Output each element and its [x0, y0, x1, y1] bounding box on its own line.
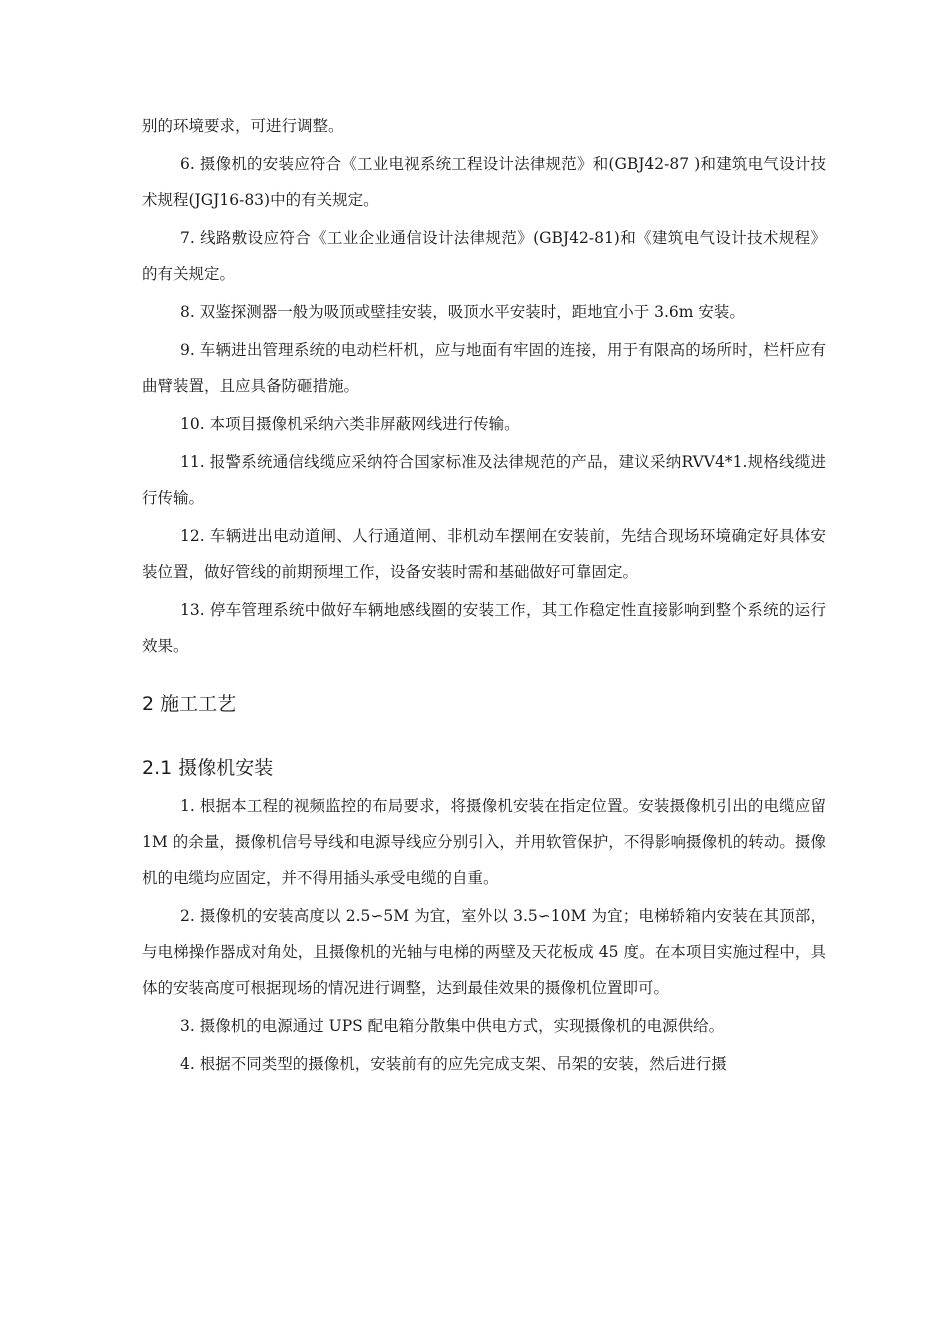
paragraph-item-12: 12. 车辆进出电动道闸、人行通道闸、非机动车摆闸在安装前，先结合现场环境确定好具体安装位置，做好管线的前期预埋工作，设备安装时需和基础做好可靠固定。 — [142, 527, 826, 581]
paragraph-step-3: 3. 摄像机的电源通过 UPS 配电箱分散集中供电方式，实现摄像机的电源供给。 — [180, 1017, 725, 1035]
paragraph-item-13: 13. 停车管理系统中做好车辆地感线圈的安装工作，其工作稳定性直接影响到整个系统的运行效果。 — [142, 601, 826, 655]
paragraph-item-9: 9. 车辆进出管理系统的电动栏杆机，应与地面有牢固的连接，用于有限高的场所时，栏杆应有曲臂装置，且应具备防砸措施。 — [142, 341, 826, 395]
document-body — [142, 108, 826, 1082]
paragraph-step-1: 1. 根据本工程的视频监控的布局要求，将摄像机安装在指定位置。安装摄像机引出的电缆应留 1M 的余量，摄像机信号导线和电源导线应分别引入，并用软管保护，不得影响摄像机的转动。摄像机的电缆均应固定，并不得用插头承受电缆的自重。 — [142, 797, 826, 887]
paragraph-step-2: 2. 摄像机的安装高度以 2.5∽5M 为宜，室外以 3.5∽10M 为宜；电梯轿箱内安装在其顶部，与电梯操作器成对角处，且摄像机的光轴与电梯的两壁及天花板成 45 度。在本项目实施过程中，具体的安装高度可根据现场的情况进行调整，达到最佳效果的摄像机位置即可。 — [142, 907, 826, 997]
section-heading: 2 施工工艺 — [142, 693, 237, 715]
paragraph-item-11: 11. 报警系统通信线缆应采纳符合国家标准及法律规范的产品，建议采纳RVV4*1.规格线缆进行传输。 — [142, 453, 826, 507]
subsection-heading: 2.1 摄像机安装 — [142, 757, 274, 779]
paragraph-item-7: 7. 线路敷设应符合《工业企业通信设计法律规范》(GBJ42-81)和《建筑电气设计技术规程》的有关规定。 — [142, 229, 826, 283]
paragraph-step-4: 4. 根据不同类型的摄像机，安装前有的应先完成支架、吊架的安装，然后进行摄 — [180, 1055, 727, 1073]
paragraph-continuation: 别的环境要求，可进行调整。 — [142, 117, 344, 135]
paragraph-item-8: 8. 双鉴探测器一般为吸顶或壁挂安装，吸顶水平安装时，距地宜小于 3.6m 安装。 — [180, 303, 745, 321]
paragraph-item-6: 6. 摄像机的安装应符合《工业电视系统工程设计法律规范》和(GBJ42-87 )和建筑电气设计技术规程(JGJ16-83)中的有关规定。 — [142, 155, 826, 209]
paragraph-item-10: 10. 本项目摄像机采纳六类非屏蔽网线进行传输。 — [180, 415, 520, 433]
